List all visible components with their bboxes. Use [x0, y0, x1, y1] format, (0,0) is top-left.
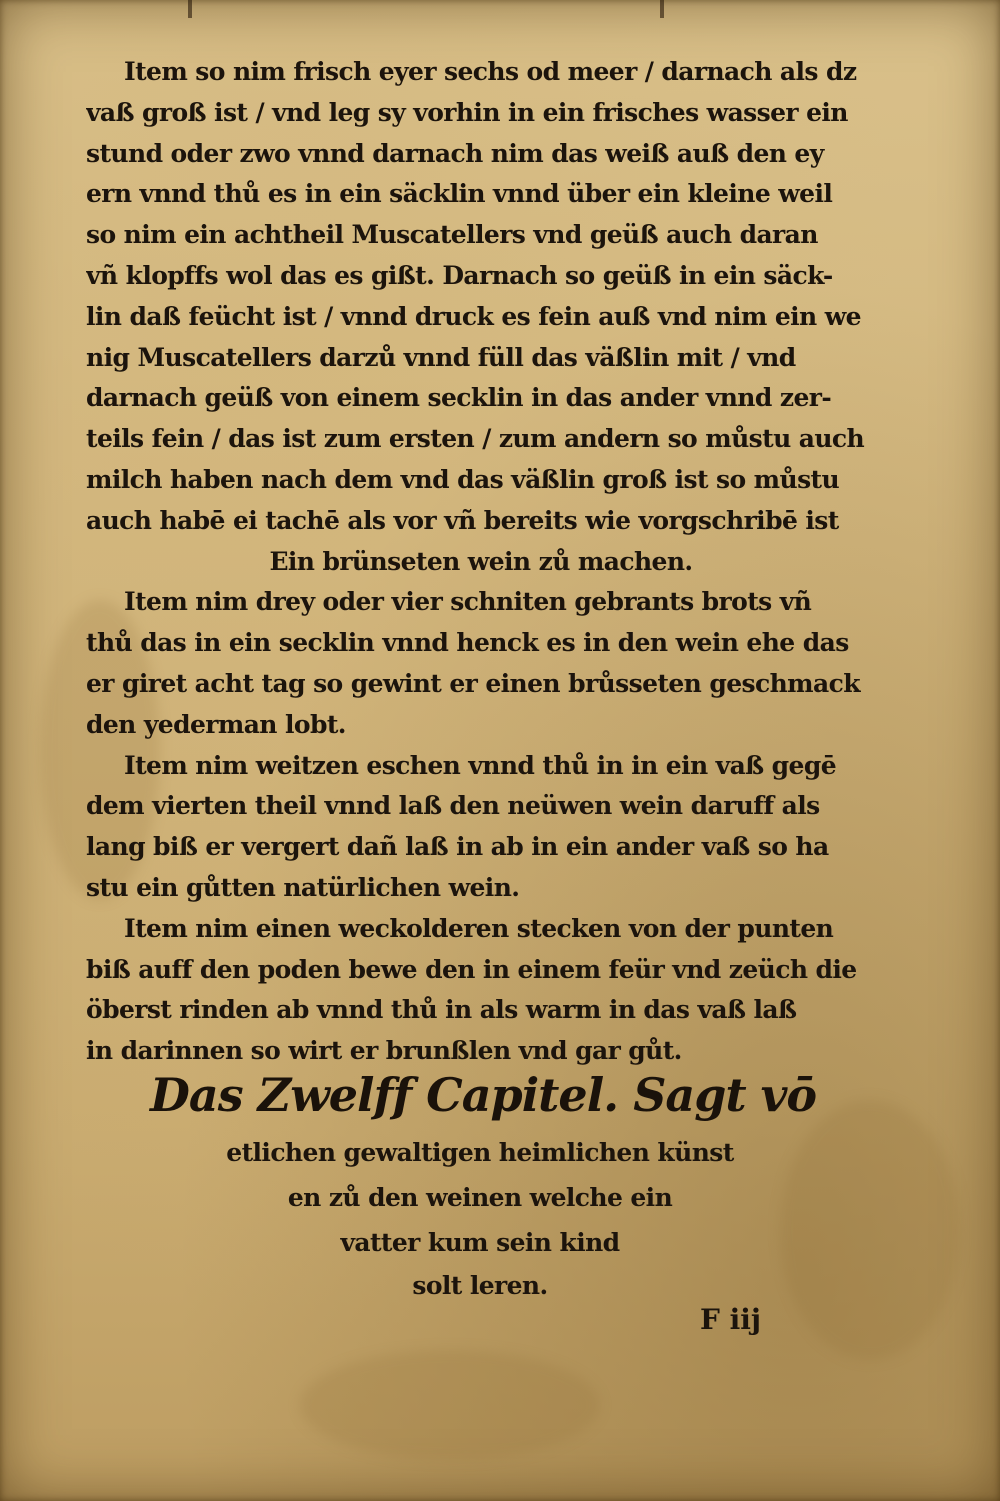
- chapter-subtitle-line: vatter kum sein kind: [340, 1228, 620, 1257]
- text-line: thů das in ein secklin vnnd henck es in den wein ehe das: [86, 628, 849, 658]
- chapter-title: Das Zwelff Capitel. Sagt vō: [150, 1068, 817, 1122]
- text-line: öberst rinden ab vnnd thů in als warm in das vaß laß: [86, 995, 797, 1025]
- text-line: ern vnnd thů es in ein säcklin vnnd über ein kleine weil: [86, 179, 833, 209]
- text-line: in darinnen so wirt er brunßlen vnd gar gůt.: [86, 1036, 682, 1066]
- text-line: Item nim drey oder vier schniten gebrants brots vñ: [124, 587, 812, 617]
- paper-stain: [780, 1100, 960, 1360]
- text-line: Item so nim frisch eyer sechs od meer / darnach als dz: [124, 57, 857, 86]
- text-line: darnach geüß von einem secklin in das ander vnnd zer-: [86, 383, 832, 413]
- text-line: er giret acht tag so gewint er einen brůsseten geschmack: [86, 668, 860, 698]
- text-line: auch habē ei tachē als vor vñ bereits wie vorgschribē ist: [86, 505, 839, 535]
- text-line: Item nim einen weckolderen stecken von der punten: [124, 913, 834, 943]
- text-line: milch haben nach dem vnd das väßlin groß ist so můstu: [86, 464, 840, 494]
- binding-mark: [188, 0, 192, 18]
- text-line: dem vierten theil vnnd laß den neüwen wein daruff als: [86, 791, 820, 821]
- chapter-subtitle-line: en zů den weinen welche ein: [287, 1183, 673, 1212]
- binding-mark: [660, 0, 664, 18]
- chapter-subtitle-line: solt leren.: [412, 1271, 548, 1300]
- text-line: vaß groß ist / vnd leg sy vorhin in ein frisches wasser ein: [86, 97, 848, 127]
- text-line: nig Muscatellers darzů vnnd füll das väßlin mit / vnd: [86, 342, 796, 372]
- text-line: vñ klopffs wol das es gißt. Darnach so geüß in ein säck-: [86, 260, 833, 290]
- text-line: den yederman lobt.: [86, 709, 346, 739]
- chapter-subtitle-line: etlichen gewaltigen heimlichen künst: [226, 1138, 734, 1167]
- text-line: stund oder zwo vnnd darnach nim das weiß auß den ey: [86, 138, 824, 168]
- body-text: [86, 52, 876, 1072]
- text-line: stu ein gůtten natürlichen wein.: [86, 872, 520, 902]
- signature-mark: F iij: [700, 1303, 762, 1336]
- text-line: biß auff den poden bewe den in einem feür vnd zeüch die: [86, 954, 857, 984]
- paper-stain: [300, 1350, 600, 1460]
- text-line: lang biß er vergert dañ laß in ab in ein ander vaß so ha: [86, 832, 829, 862]
- section-heading: Ein brünseten wein zů machen.: [269, 546, 693, 576]
- text-line: Item nim weitzen eschen vnnd thů in in ein vaß gegē: [124, 750, 837, 780]
- text-line: teils fein / das ist zum ersten / zum andern so můstu auch: [86, 424, 865, 454]
- text-line: so nim ein achtheil Muscatellers vnd geüß auch daran: [86, 220, 818, 250]
- text-line: lin daß feücht ist / vnnd druck es fein auß vnd nim ein we: [86, 301, 861, 331]
